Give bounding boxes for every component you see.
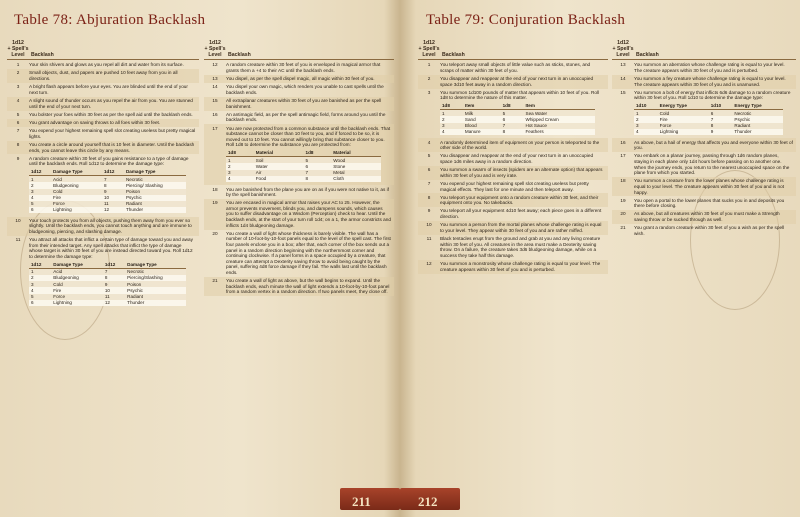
sub-table-cell: 12 <box>102 207 124 213</box>
sub-table-cell: Sea Water <box>524 110 596 117</box>
sub-table <box>29 169 186 213</box>
backlash-text: You summon a bolt of energy that inflicts 6d6 damage to a random creature within 30 feet of you. Roll 1d10 to determine the damage type: <box>634 89 791 101</box>
backlash-text: Your skin shivers and glows as you repel all dirt and water from its surface. <box>29 62 184 68</box>
sub-table-cell: Force <box>51 201 102 207</box>
sub-table-cell: 6 <box>29 207 51 213</box>
sub-table-row <box>440 110 595 117</box>
table-row <box>612 210 796 224</box>
backlash-text: You are now protected from a common substance until the backlash ends. That substance cannot be closer than 10 feet to you, and if forced to be so, it is moved out to 10 feet. You cannot willingly bring that substance closer to you. Roll 1d8 to determine the substance you are protected from: <box>226 125 391 148</box>
sub-table-cell: 4 <box>634 129 658 135</box>
backlash-text: All extraplanar creatures within 30 feet of you are banished as per the spell banishment. <box>226 98 382 109</box>
sub-table-cell: 10 <box>102 195 124 201</box>
sub-table-cell: 1 <box>226 157 254 164</box>
sub-table-cell: Thunder <box>732 129 783 135</box>
backlash-text: You create a circle around yourself that is 10 feet in diameter. Until the backlash ends, you cannot leave this circle by any means. <box>29 141 195 153</box>
table-row <box>7 127 199 141</box>
sub-table-header: Energy Type <box>732 103 783 110</box>
table-row <box>204 199 394 230</box>
table-row <box>204 185 394 199</box>
roll-number: 18 <box>620 178 626 184</box>
sub-table-cell: Psychic <box>732 116 783 122</box>
sub-table-cell: Acid <box>51 268 103 275</box>
sub-table-header: 1d8 <box>440 103 463 110</box>
backlash-text: You dispel, as per the spell dispel magic, all magic within 30 feet of you. <box>226 76 375 82</box>
table-row <box>418 221 608 235</box>
roll-number: 4 <box>427 139 431 145</box>
sub-table-cell: 4 <box>29 195 51 201</box>
roll-number: 8 <box>427 194 431 200</box>
sub-table-cell: Hot Sauce <box>524 123 596 129</box>
sub-table-cell: 5 <box>29 294 51 300</box>
roll-number: 20 <box>620 211 626 217</box>
sub-table-header: 1d10 <box>709 103 733 110</box>
sub-table-cell: 4 <box>226 176 254 182</box>
roll-number: 15 <box>620 89 626 95</box>
table-row <box>418 260 608 274</box>
backlash-text: You teleport all your equipment 4d10 feet away; each piece goes in a different direction. <box>440 208 602 220</box>
backlash-text: You bolster your foes within 30 feet as per the spell aid until the backlash ends. <box>29 111 193 117</box>
backlash-text: You expend your highest remaining spell slot creating useless but pretty magical effects. They last for one minute and then teleport away. <box>440 180 589 192</box>
roll-number: 12 <box>212 62 218 68</box>
roll-number: 13 <box>212 76 218 82</box>
sub-table-cell: Manure <box>463 129 501 135</box>
table-row <box>7 111 199 119</box>
sub-table-cell: 5 <box>304 157 332 164</box>
right-page <box>400 0 800 517</box>
sub-table-cell: Fire <box>51 195 102 201</box>
sub-table-cell: Cold <box>51 281 103 287</box>
sub-table-cell: 5 <box>501 110 524 117</box>
sub-table-cell: 2 <box>226 163 254 169</box>
backlash-text: You teleport your equipment onto a random creature within 30 feet, and their equipment onto you. No takebacks. <box>440 194 599 206</box>
backlash-text: You summon a creature from the lower planes whose challenge rating is equal to your level. The creature appears within 30 feet of you and is not happy. <box>634 178 785 195</box>
sub-table-cell: 8 <box>709 123 733 129</box>
table-row <box>418 138 608 152</box>
backlash-text: You grant advantage on saving throws to all foes within 30 feet. <box>29 120 161 126</box>
table-header <box>204 40 394 60</box>
backlash-text: You summon a monstrosity whose challenge rating is equal to your level. The creature appears within 30 feet of you and is perturbed. <box>440 261 601 272</box>
backlash-text: You summon a fey creature whose challenge rating is equal to your level. The creature appears within 30 feet of you and is unamused. <box>634 76 786 87</box>
roll-number: 21 <box>620 225 626 231</box>
sub-table-cell: 7 <box>102 176 124 183</box>
roll-number: 11 <box>15 237 21 243</box>
sub-table-cell: 2 <box>29 275 51 281</box>
sub-table-cell: Cold <box>51 189 102 195</box>
sub-table-cell: Food <box>254 176 304 182</box>
table-row <box>418 89 608 139</box>
sub-table-cell: Stone <box>331 163 381 169</box>
level-header: 1d12 + Spell's Level <box>7 40 29 58</box>
sub-table-cell: Soil <box>254 157 304 164</box>
sub-table-cell: Poison <box>124 189 186 195</box>
table-row <box>612 196 796 210</box>
roll-number: 14 <box>212 84 218 90</box>
roll-number: 20 <box>212 230 218 236</box>
sub-table-row <box>634 110 783 117</box>
table-row <box>612 138 796 152</box>
sub-table-cell: Whipped Cream <box>524 116 596 122</box>
sub-table-cell: 3 <box>634 123 658 129</box>
backlash-text: A slight sound of thunder occurs as you repel the air from you. You are stunned until the end of your next turn. <box>29 98 193 109</box>
page-title: Table 79: Conjuration Backlash <box>426 12 626 28</box>
table-row <box>204 277 394 296</box>
table-row <box>204 111 394 125</box>
backlash-text: Black tentacles erupt from the ground and grab at you and any living creature within 30 feet of you. All creatures in the area must make a Dexterity saving throw. On a failure, the creature takes 3d6 bludgeoning damage, while on a success they take half this damage. <box>440 236 601 258</box>
sub-table-cell: Cloth <box>331 176 381 182</box>
sub-table-cell: Force <box>658 123 709 129</box>
sub-table-cell: 11 <box>103 294 125 300</box>
sub-table-cell: Radiant <box>124 201 186 207</box>
sub-table-row <box>29 176 186 183</box>
roll-number: 2 <box>16 70 20 76</box>
backlash-text: A random creature within 30 feet of you gains resistance to a type of damage until the backlash ends. Roll 1d12 to determine the damage type: <box>29 155 189 167</box>
table-row <box>418 61 608 75</box>
sub-table-cell: 9 <box>709 129 733 135</box>
table-row <box>7 141 199 155</box>
sub-table-header: 1d12 <box>102 169 124 176</box>
backlash-text: You are banished from the plane you are on as if you were not native to it, as if by the spell banishment. <box>226 186 389 198</box>
roll-number: 4 <box>16 98 20 104</box>
backlash-header: Backlash <box>31 52 54 58</box>
sub-table-row <box>440 129 595 135</box>
sub-table-header: 1d8 <box>304 150 332 157</box>
roll-number: 2 <box>427 76 431 82</box>
roll-number: 16 <box>212 111 218 117</box>
backlash-text: A randomly determined item of equipment on your person is teleported to the other side of the world. <box>440 139 600 151</box>
level-header: 1d12 + Spell's Level <box>612 40 634 58</box>
sub-table-cell: 1 <box>440 110 463 117</box>
sub-table-cell: 7 <box>103 268 125 275</box>
sub-table-cell: Fire <box>51 287 103 293</box>
sub-table-header: Material <box>254 150 304 157</box>
backlash-text: An antimagic field, as per the spell antimagic field, forms around you until the backlash ends. <box>226 111 386 123</box>
sub-table-cell: 3 <box>226 170 254 176</box>
sub-table-row <box>226 157 381 164</box>
sub-table-cell: Acid <box>51 176 102 183</box>
sub-table-cell: 4 <box>440 129 463 135</box>
sub-table <box>29 262 186 306</box>
table-header <box>612 40 796 60</box>
level-header: 1d12 + Spell's Level <box>204 40 226 58</box>
backlash-header: Backlash <box>636 52 659 58</box>
left-column-2 <box>204 40 394 296</box>
sub-table-cell: Radiant <box>125 294 186 300</box>
sub-table-header: Damage Type <box>51 262 103 269</box>
table-row <box>7 97 199 111</box>
sub-table-header: Energy Type <box>658 103 709 110</box>
sub-table-cell: Piercing/ Slashing <box>124 182 186 188</box>
sub-table-cell: Psychic <box>125 287 186 293</box>
page-number: 212 <box>418 494 438 509</box>
table-header <box>7 40 199 60</box>
sub-table-header: Material <box>331 150 381 157</box>
table-row <box>418 180 608 194</box>
backlash-text: You disappear and reappear at the end of your next turn in an unoccupied space 1d6 miles away in a random direction. <box>440 153 594 164</box>
roll-number: 1 <box>16 62 20 68</box>
sub-table-cell: 6 <box>304 163 332 169</box>
sub-table-header: 1d12 <box>29 262 51 269</box>
table-row <box>612 152 796 177</box>
sub-table-cell: Metal <box>331 170 381 176</box>
backlash-text: You create a wall of light as above, but the wall begins to expand. Until the backlash ends, each minute the wall of light extends a 10-foot-by-10-foot panel from a random vertex in a random direction. If two panels meet, they close off. <box>226 278 390 295</box>
roll-number: 10 <box>426 222 432 228</box>
roll-number: 1 <box>427 62 431 68</box>
table-row <box>204 75 394 83</box>
table-row <box>418 193 608 207</box>
right-column-2 <box>612 40 796 238</box>
sub-table-cell: Feathers <box>524 129 596 135</box>
table-row <box>418 166 608 180</box>
backlash-text: A bright flash appears before your eyes. You are blinded until the end of your next turn. <box>29 84 188 95</box>
sub-table-cell: 12 <box>103 300 125 306</box>
sub-table-cell: Necrotic <box>732 110 783 117</box>
sub-table-row <box>29 268 186 275</box>
sub-table-header: Item <box>463 103 501 110</box>
sub-table-cell: Cold <box>658 110 709 117</box>
roll-number: 3 <box>16 84 20 90</box>
backlash-header: Backlash <box>228 52 251 58</box>
sub-table-header: 1d8 <box>226 150 254 157</box>
table-row <box>7 83 199 97</box>
roll-number: 3 <box>427 89 431 95</box>
roll-number: 10 <box>15 217 21 223</box>
sub-table-cell: Lightning <box>51 207 102 213</box>
table-row <box>204 83 394 97</box>
backlash-text: You disappear and reappear at the end of your next turn in an unoccupied space 3d10 feet away in a random direction. <box>440 76 594 87</box>
backlash-text: You summon an aberration whose challenge rating is equal to your level. The creature appears within 30 feet of you and is perturbed. <box>634 62 785 73</box>
sub-table <box>440 103 595 135</box>
table-row <box>204 230 394 277</box>
roll-number: 7 <box>16 128 20 134</box>
backlash-text: You teleport away small objects of little value such as sticks, stones, and scraps of matter within 30 feet of you. <box>440 62 591 73</box>
backlash-text: You embark on a planar journey, passing through 1d6 random planes, staying in each plane only 1d4 hours before passing on to another one. When the journey ends, you return to the nearest unoccupied space on the plane from which you started. <box>634 153 790 176</box>
sub-table-cell: 8 <box>501 129 524 135</box>
sub-table-cell: Blood <box>463 123 501 129</box>
sub-table-cell: 9 <box>103 281 125 287</box>
table-header <box>418 40 608 60</box>
backlash-text: You are encased in magical armor that raises your AC to 25. However, the armor prevents movement, blinds you, and dampens sounds, which causes you to suffer disadvantage on a Wisdom (Perception) check to hear. Until the backlash ends, at the start of your turn roll 1d4; on a 1, the armor constricts and inflicts 1d4 bludgeoning damage. <box>226 200 391 228</box>
backlash-text: As above, but all creatures within 30 feet of you must make a Strength saving throw or be sucked through as well. <box>634 211 780 223</box>
backlash-text: You summon a swarm of insects (spiders are an alternate option) that appears within 30 feet of you and is very irate. <box>440 167 603 178</box>
sub-table-cell: Lightning <box>658 129 709 135</box>
table-row <box>612 89 796 139</box>
sub-table-cell: Necrotic <box>125 268 186 275</box>
table-row <box>612 224 796 238</box>
sub-table-cell: Force <box>51 294 103 300</box>
backlash-text: You expend your highest remaining spell slot creating useless but pretty magical lights. <box>29 128 196 139</box>
roll-number: 13 <box>620 62 626 68</box>
sub-table-header: 1d12 <box>29 169 51 176</box>
sub-table-cell: 8 <box>103 275 125 281</box>
roll-number: 6 <box>16 120 20 126</box>
sub-table-cell: Milk <box>463 110 501 117</box>
backlash-text: A random creature within 30 feet of you is enveloped in magical armor that grants them a +4 to their AC until the backlash ends. <box>226 62 381 73</box>
sub-table-cell: 6 <box>709 110 733 117</box>
roll-number: 14 <box>620 76 626 82</box>
sub-table-header: Damage Type <box>124 169 186 176</box>
backlash-text: Small objects, dust, and papers are pushed 10 feet away from you in all directions. <box>29 70 178 82</box>
backlash-text: You dispel your own magic, which renders you unable to cast spells until the backlash ends. <box>226 84 384 95</box>
sub-table-cell: 7 <box>501 123 524 129</box>
sub-table-cell: 10 <box>103 287 125 293</box>
sub-table-cell: 2 <box>29 182 51 188</box>
sub-table-cell: 6 <box>501 116 524 122</box>
sub-table-cell: Psychic <box>124 195 186 201</box>
level-header: 1d12 + Spell's Level <box>418 40 440 58</box>
roll-number: 19 <box>212 200 218 206</box>
sub-table-cell: Poison <box>125 281 186 287</box>
sub-table-row <box>29 300 186 306</box>
sub-table-cell: Lightning <box>51 300 103 306</box>
backlash-text: Your touch protects you from all objects, pushing them away from you ever so slightly. Until the backlash ends, you cannot touch anything and are immune to bludgeoning, piercing, and slashing damage. <box>29 217 192 235</box>
sub-table-header: 1d12 <box>103 262 125 269</box>
backlash-text: You create a wall of light whose thickness is barely visible. The wall has a number of 10-foot-by-10-foot panels equal to the level of the spell cast. The first four panels enclose you in a box; after that, each corner of the box sends out a panel in a random direction beginning with the northernmost corner and continuing clockwise. If a panel forms in a space occupied by a creature, that creature can attempt a Dexterity saving throw to avoid being caught by the panel, suffering 4d8 force damage if they fail. The walls last until the backlash ends. <box>226 230 391 276</box>
table-row <box>204 124 394 185</box>
sub-table-cell: 3 <box>29 281 51 287</box>
sub-table-cell: Piercing/Slashing <box>125 275 186 281</box>
page-title: Table 78: Abjuration Backlash <box>14 12 206 28</box>
sub-table <box>226 150 381 182</box>
sub-table-cell: 6 <box>29 300 51 306</box>
roll-number: 6 <box>427 167 431 173</box>
roll-number: 21 <box>212 278 218 284</box>
right-column-1 <box>418 40 608 274</box>
sub-table-cell: Thunder <box>125 300 186 306</box>
roll-number: 19 <box>620 197 626 203</box>
table-row <box>7 119 199 127</box>
roll-number: 9 <box>16 155 20 161</box>
sub-table-cell: 2 <box>634 116 658 122</box>
sub-table-cell: 2 <box>440 116 463 122</box>
backlash-text: You summon a person from the mortal planes whose challenge rating is equal to your level. They appear within 30 feet of you and are rather miffed. <box>440 222 602 233</box>
roll-number: 15 <box>212 98 218 104</box>
sub-table-cell: 11 <box>102 201 124 207</box>
backlash-text: As above, but a hail of energy that affects you and everyone within 30 feet of you. <box>634 139 793 151</box>
table-row <box>418 75 608 89</box>
backlash-text: You attract all attacks that inflict a certain type of damage toward you and away from their intended target. Any spell attacks that inflict the type of damage whose target is within 30 feet of you are instead directed toward you. Roll 1d12 to determine the damage type: <box>29 237 193 260</box>
roll-number: 17 <box>212 125 218 131</box>
table-row <box>7 154 199 216</box>
sub-table-cell: Bludgeoning <box>51 275 103 281</box>
sub-table-cell: Water <box>254 163 304 169</box>
table-row <box>7 236 199 309</box>
table-row <box>612 61 796 75</box>
sub-table-row <box>226 176 381 182</box>
sub-table-cell: Fire <box>658 116 709 122</box>
sub-table-cell: 7 <box>709 116 733 122</box>
roll-number: 9 <box>427 208 431 214</box>
backlash-text: You grant a random creature within 30 feet of you a wish as per the spell wish. <box>634 225 785 236</box>
table-row <box>418 235 608 260</box>
sub-table-cell: 5 <box>29 201 51 207</box>
roll-number: 8 <box>16 141 20 147</box>
page-number: 211 <box>352 494 371 509</box>
backlash-text: You open a portal to the lower planes that sucks you in and deposits you there before closing. <box>634 197 785 209</box>
sub-table-header: 1d10 <box>634 103 658 110</box>
sub-table-cell: 7 <box>304 170 332 176</box>
roll-number: 17 <box>620 153 626 159</box>
table-row <box>204 97 394 111</box>
sub-table-row <box>29 207 186 213</box>
roll-number: 16 <box>620 139 626 145</box>
sub-table-header: Damage Type <box>51 169 102 176</box>
sub-table-cell: Air <box>254 170 304 176</box>
roll-number: 5 <box>16 111 20 117</box>
sub-table-row <box>634 129 783 135</box>
roll-number: 7 <box>427 180 431 186</box>
backlash-text: You summon 1d100 pounds of matter that appears within 10 feet of you. Roll 1d8 to determine the nature of this matter. <box>440 89 600 101</box>
table-row <box>418 152 608 166</box>
sub-table-header: Item <box>524 103 596 110</box>
sub-table-header: 1d8 <box>501 103 524 110</box>
sub-table-cell: 1 <box>634 110 658 117</box>
table-row <box>204 61 394 75</box>
table-row <box>7 61 199 69</box>
sub-table-cell: 3 <box>29 189 51 195</box>
sub-table-cell: 4 <box>29 287 51 293</box>
sub-table-cell: Bludgeoning <box>51 182 102 188</box>
sub-table-cell: Sand <box>463 116 501 122</box>
sub-table <box>634 103 783 135</box>
sub-table-cell: 1 <box>29 176 51 183</box>
backlash-header: Backlash <box>442 52 465 58</box>
sub-table-header: Damage Type <box>125 262 186 269</box>
sub-table-cell: 1 <box>29 268 51 275</box>
table-row <box>7 69 199 83</box>
sub-table-cell: Thunder <box>124 207 186 213</box>
roll-number: 5 <box>427 153 431 159</box>
sub-table-cell: Wood <box>331 157 381 164</box>
roll-number: 18 <box>212 186 218 192</box>
table-row <box>418 207 608 221</box>
left-column-1 <box>7 40 199 309</box>
roll-number: 11 <box>426 236 432 242</box>
sub-table-cell: Radiant <box>732 123 783 129</box>
sub-table-cell: 8 <box>304 176 332 182</box>
sub-table-cell: 8 <box>102 182 124 188</box>
table-row <box>7 217 199 236</box>
sub-table-cell: 3 <box>440 123 463 129</box>
table-row <box>612 177 796 196</box>
sub-table-cell: Necrotic <box>124 176 186 183</box>
table-row <box>612 75 796 89</box>
sub-table-cell: 9 <box>102 189 124 195</box>
roll-number: 12 <box>426 261 432 267</box>
